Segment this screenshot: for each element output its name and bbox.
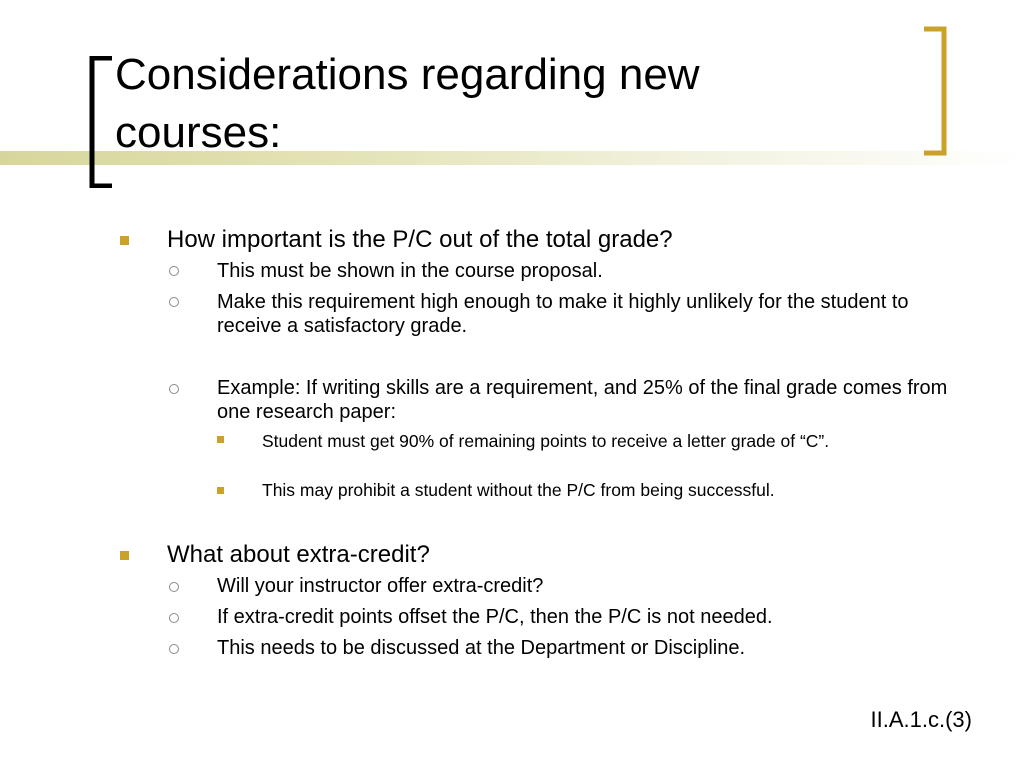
small-square-bullet-icon [217, 436, 224, 443]
sub-bullet-text: Example: If writing skills are a requirement, and 25% of the final grade comes from one research paper: [217, 377, 948, 423]
bullet-text: How important is the P/C out of the total grade? [167, 226, 673, 253]
circle-bullet-icon [169, 582, 179, 592]
circle-bullet-icon [169, 644, 179, 654]
right-bracket-decoration [922, 26, 948, 156]
circle-bullet-icon [169, 297, 179, 307]
sub-bullet-text: Make this requirement high enough to make it highly unlikely for the student to receive a satisfactory grade. [217, 291, 909, 337]
circle-bullet-icon [169, 384, 179, 394]
slide-reference-label: II.A.1.c.(3) [870, 707, 972, 732]
sub-bullet-text: If extra-credit points offset the P/C, then the P/C is not needed. [217, 606, 773, 628]
square-bullet-icon [120, 236, 129, 245]
sub-bullet-text: This must be shown in the course proposal. [217, 260, 603, 282]
circle-bullet-icon [169, 266, 179, 276]
sub-sub-bullet-text: Student must get 90% of remaining points to receive a letter grade of “C”. [262, 431, 830, 451]
slide-title: Considerations regarding new courses: [115, 50, 700, 157]
sub-bullet-text: Will your instructor offer extra-credit? [217, 575, 544, 597]
sub-sub-bullet-text: This may prohibit a student without the P/C from being successful. [262, 480, 775, 500]
sub-bullet-text: This needs to be discussed at the Department or Discipline. [217, 637, 746, 659]
circle-bullet-icon [169, 613, 179, 623]
bullet-text: What about extra-credit? [167, 541, 430, 568]
left-bracket-decoration [88, 56, 114, 188]
square-bullet-icon [120, 551, 129, 560]
small-square-bullet-icon [217, 487, 224, 494]
